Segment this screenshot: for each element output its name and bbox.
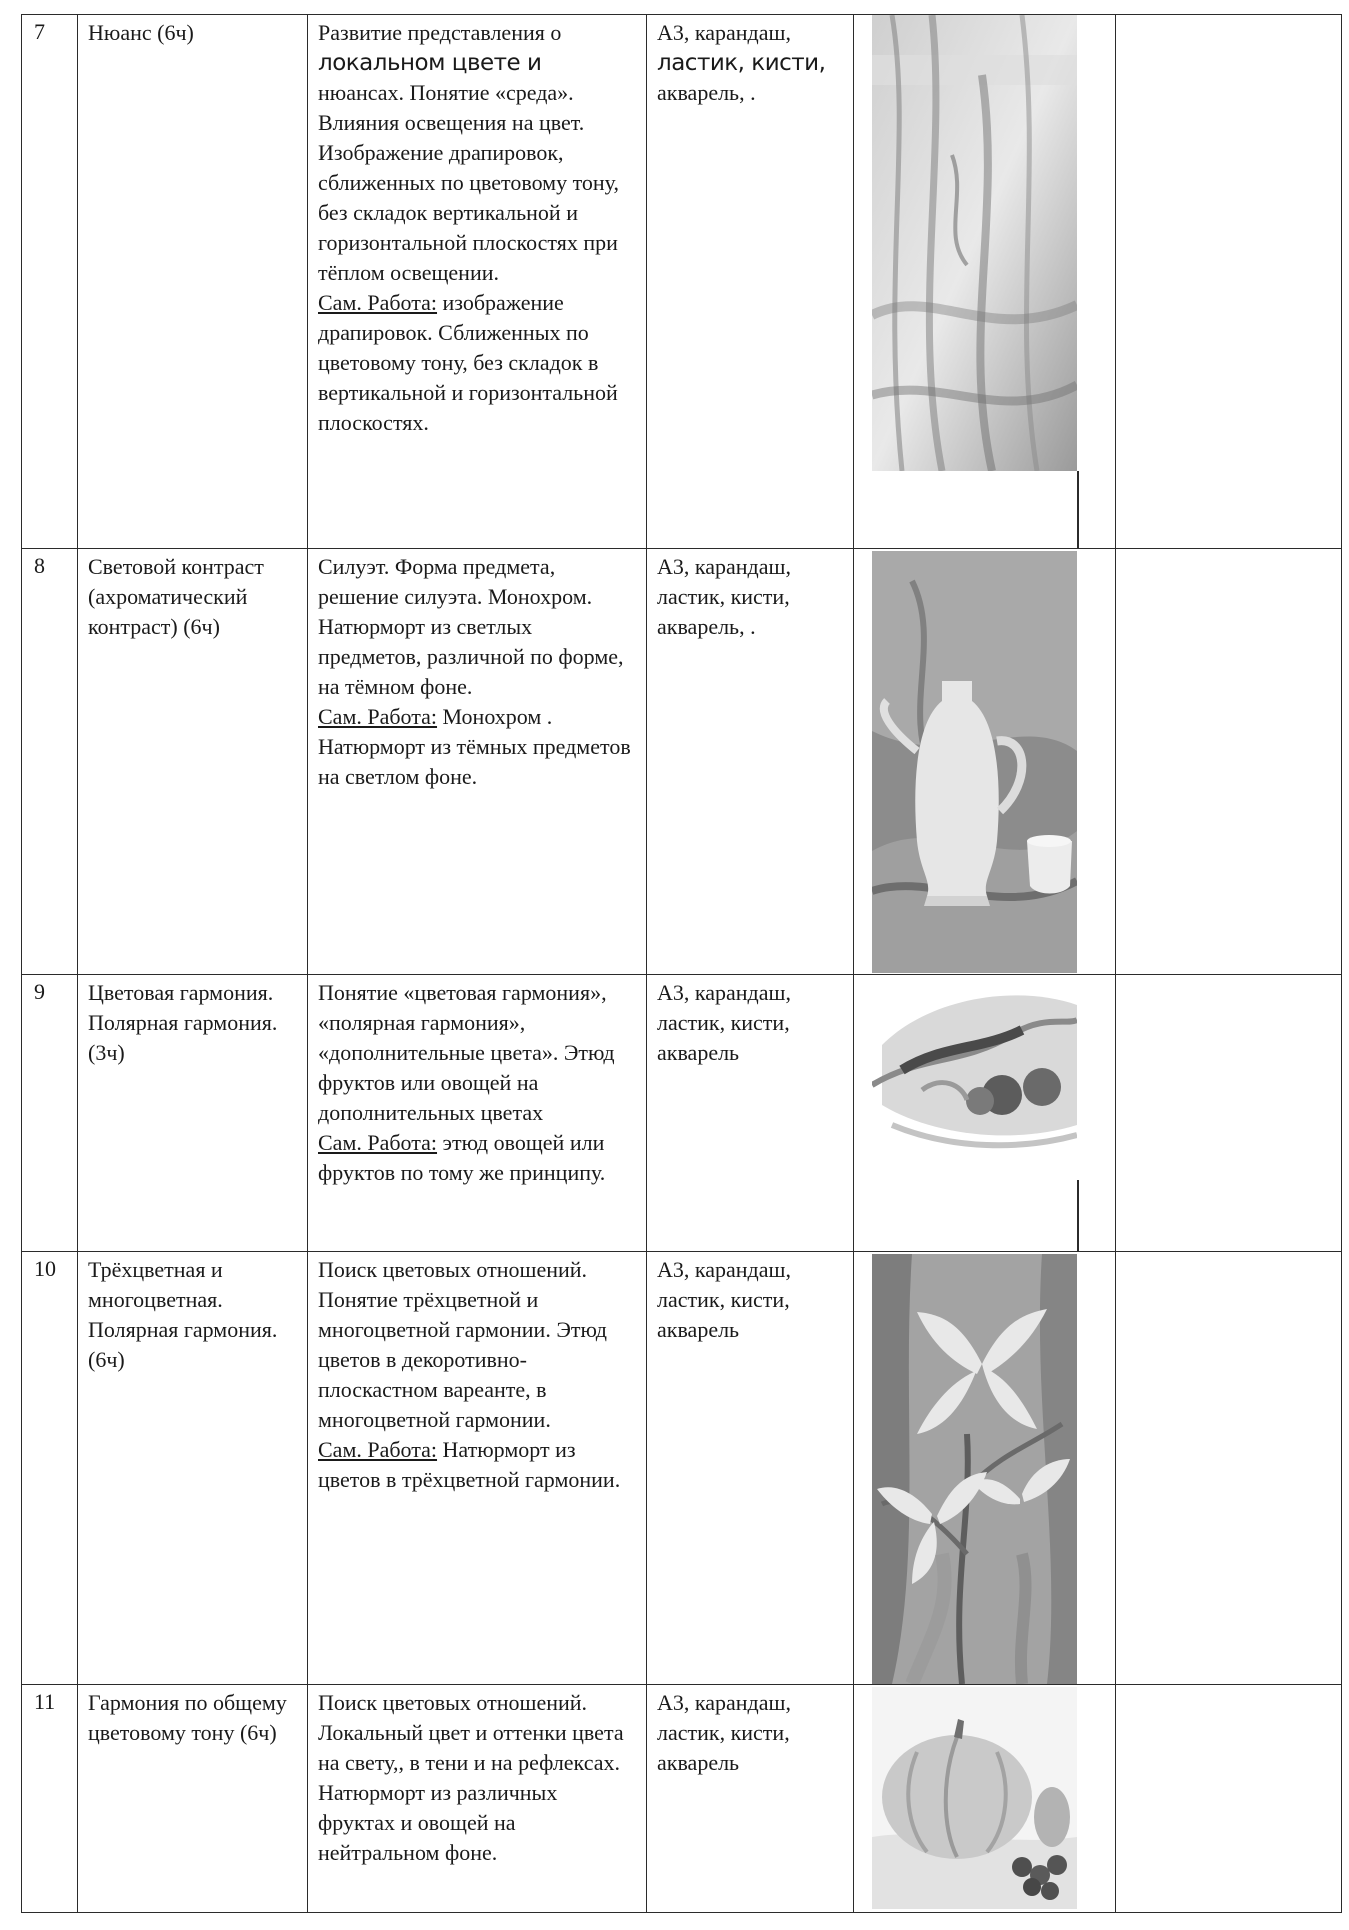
materials-cell: [647, 975, 854, 1252]
lesson-number: 8: [34, 553, 45, 578]
materials-line: акварель, .: [657, 80, 756, 105]
lesson-description: [308, 975, 646, 1188]
lesson-description: [308, 15, 646, 438]
lesson-number-cell: [22, 1252, 78, 1685]
empty-cell: [1116, 549, 1342, 975]
lesson-description: [308, 549, 646, 792]
self-work-text: изображение драпировок. Сближенных по цветовому тону, без складок в вертикальной и горизонтальной плоскостях.: [318, 290, 618, 435]
description-line: локальном цвете и: [318, 50, 542, 76]
materials-cell: [647, 1252, 854, 1685]
lesson-description-cell: [308, 1685, 647, 1913]
description-text: Силуэт. Форма предмета, решение силуэта. Монохром. Натюрморт из светлых предметов, различной по форме, на тёмном фоне.: [318, 554, 624, 699]
self-work-text: этюд овощей или фруктов по тому же принципу.: [318, 1130, 606, 1185]
lesson-topic: Нюанс (6ч): [88, 20, 194, 45]
table-row: [22, 1685, 1342, 1913]
materials: А3, карандаш, ластик, кисти, акварель: [657, 1690, 791, 1775]
lesson-number-cell: [22, 975, 78, 1252]
lesson-description: [308, 1252, 646, 1495]
lesson-topic: Трёхцветная и многоцветная. Полярная гармония.(6ч): [88, 1257, 278, 1372]
self-work-label: Сам. Работа:: [318, 1437, 438, 1462]
lesson-number: 7: [34, 19, 45, 44]
self-work-label: Сам. Работа:: [318, 704, 438, 729]
lesson-description-cell: [308, 1252, 647, 1685]
lesson-topic-cell: [78, 1252, 308, 1685]
description-text: нюансах. Понятие «среда». Влияния освещения на цвет. Изображение драпировок, сближенных по цветовому тону, без складок вертикальной и горизонтальной плоскостях при тёплом освещении.: [318, 80, 619, 285]
lesson-number: 9: [34, 979, 45, 1004]
self-work-label: Сам. Работа:: [318, 290, 438, 315]
lesson-topic-cell: [78, 15, 308, 549]
materials-cell: [647, 1685, 854, 1913]
empty-cell: [1116, 15, 1342, 549]
lesson-number: 11: [34, 1689, 56, 1714]
table-row: [22, 15, 1342, 549]
materials: А3, карандаш, ластик, кисти, акварель: [657, 1257, 791, 1342]
fruit-sketch-image: [872, 975, 1077, 1180]
lily-decorative-image: [872, 1254, 1077, 1684]
divider: [1077, 1180, 1079, 1252]
description-line: Развитие представления о: [318, 20, 562, 45]
empty-cell: [1116, 1252, 1342, 1685]
lesson-plan-table: [21, 14, 1342, 1913]
divider: [1077, 471, 1079, 549]
materials-cell: [647, 549, 854, 975]
lesson-topic-cell: [78, 1685, 308, 1913]
jug-still-life-image: [872, 551, 1077, 973]
materials: [647, 15, 853, 108]
lesson-topic-cell: [78, 549, 308, 975]
materials-cell: [647, 15, 854, 549]
lesson-topic: Цветовая гармония. Полярная гармония.(3ч): [88, 980, 278, 1065]
table-row: [22, 549, 1342, 975]
empty-cell: [1116, 975, 1342, 1252]
materials-line: ластик, кисти,: [657, 50, 826, 76]
drapery-painting-image: [872, 15, 1077, 471]
self-work-text: Монохром . Натюрморт из тёмных предметов на светлом фоне.: [318, 704, 631, 789]
description-text: Поиск цветовых отношений. Понятие трёхцветной и многоцветной гармонии. Этюд цветов в декоротивно-плоскастном вареанте, в многоцветной гармонии.: [318, 1257, 607, 1432]
self-work-text: Натюрморт из цветов в трёхцветной гармонии.: [318, 1437, 621, 1492]
description-text: Понятие «цветовая гармония», «полярная гармония», «дополнительные цвета». Этюд фруктов или овощей на дополнительных цветах: [318, 980, 615, 1125]
materials: А3, карандаш, ластик, кисти, акварель: [657, 980, 791, 1065]
pumpkin-still-life-image: [872, 1687, 1077, 1909]
self-work-label: Сам. Работа:: [318, 1130, 438, 1155]
materials: А3, карандаш, ластик, кисти, акварель, .: [657, 554, 791, 639]
materials-line: А3, карандаш,: [657, 20, 791, 45]
lesson-topic-cell: [78, 975, 308, 1252]
illustration-cell: [854, 15, 1116, 549]
lesson-description: Поиск цветовых отношений. Локальный цвет и оттенки цвета на свету,, в тени и на рефлексах. Натюрморт из различных фруктах и овощей на нейтральном фоне.: [318, 1690, 624, 1865]
table-row: [22, 1252, 1342, 1685]
lesson-description-cell: [308, 975, 647, 1252]
lesson-description-cell: [308, 15, 647, 549]
lesson-number: 10: [34, 1256, 56, 1281]
illustration-cell: [854, 975, 1116, 1252]
table-row: [22, 975, 1342, 1252]
lesson-number-cell: [22, 549, 78, 975]
illustration-cell: [854, 549, 1116, 975]
illustration-cell: [854, 1252, 1116, 1685]
lesson-topic: Гармония по общему цветовому тону (6ч): [88, 1690, 287, 1745]
illustration-cell: [854, 1685, 1116, 1913]
lesson-topic: Световой контраст (ахроматический контраст) (6ч): [88, 554, 264, 639]
lesson-number-cell: [22, 1685, 78, 1913]
lesson-description-cell: [308, 549, 647, 975]
empty-cell: [1116, 1685, 1342, 1913]
lesson-number-cell: [22, 15, 78, 549]
